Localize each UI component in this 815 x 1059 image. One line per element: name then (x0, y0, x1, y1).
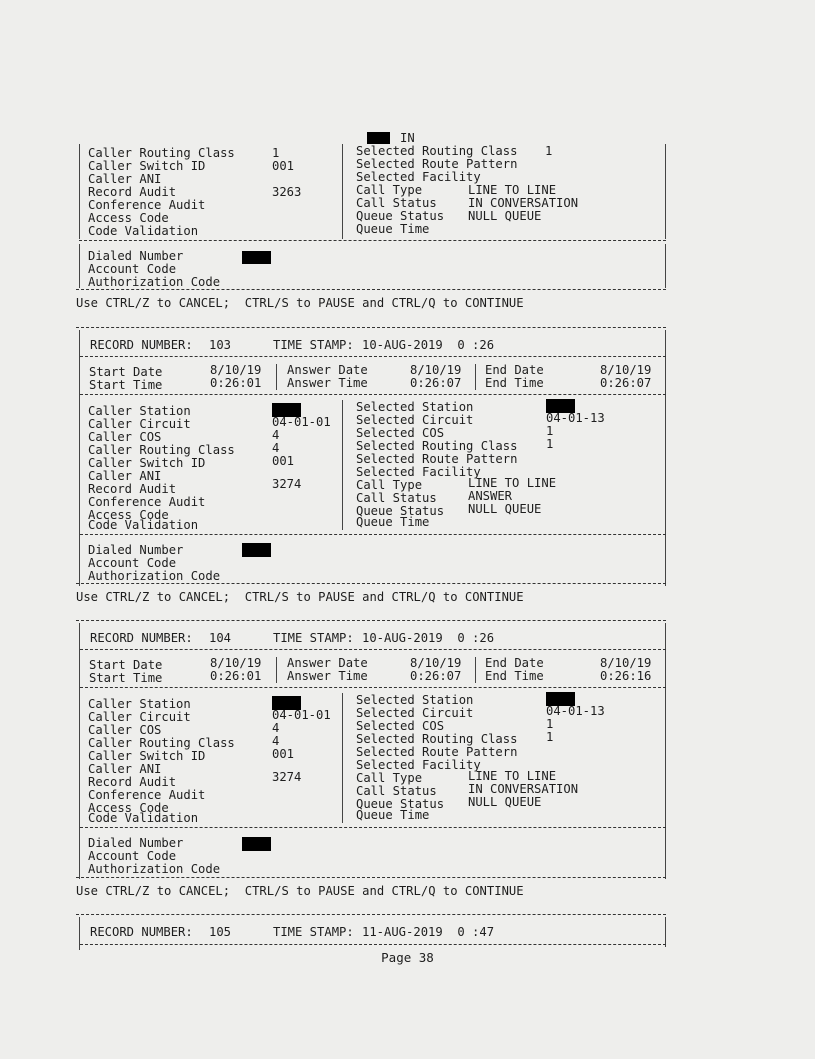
value-selected-routing-class: 1 (546, 730, 554, 744)
value-selected-cos: 1 (546, 717, 554, 731)
label-selected-circuit: Selected Circuit (356, 706, 474, 720)
label-dialed-number: Dialed Number (88, 249, 184, 263)
label-queue-time: Queue Time (356, 515, 430, 529)
divider (79, 917, 80, 950)
label-queue-status: Queue Status (356, 504, 445, 518)
label-answer-date: Answer Date (287, 363, 368, 377)
label-caller-circuit: Caller Circuit (88, 417, 191, 431)
redacted-block (242, 251, 271, 264)
divider (342, 693, 343, 823)
continue-notice: Use CTRL/Z to CANCEL; CTRL/S to PAUSE and CTRL/Q to CONTINUE (76, 590, 524, 604)
value-caller-routing-class: 4 (272, 441, 280, 455)
value-caller-switch-id: 001 (272, 747, 295, 761)
label-call-type: Call Type (356, 183, 423, 197)
label-call-status: Call Status (356, 491, 437, 505)
value-call-status: IN CONVERSATION (468, 782, 579, 796)
label-call-type: Call Type (356, 478, 423, 492)
divider (665, 623, 666, 879)
label-caller-ani: Caller ANI (88, 469, 162, 483)
label-record-number: RECORD NUMBER: (90, 338, 193, 352)
value-selected-routing-class: 1 (546, 437, 554, 451)
value-record-number: 105 (209, 925, 232, 939)
divider (276, 657, 277, 683)
label-caller-switch-id: Caller Switch ID (88, 159, 206, 173)
separator (76, 877, 666, 878)
label-end-date: End Date (485, 656, 544, 670)
value-time-stamp: 11-AUG-2019 0 :47 (362, 925, 495, 939)
label-authorization-code: Authorization Code (88, 862, 221, 876)
value-answer-time: 0:26:07 (410, 376, 462, 390)
label-answer-date: Answer Date (287, 656, 368, 670)
value-answer-date: 8/10/19 (410, 656, 462, 670)
value-call-type: LINE TO LINE (468, 183, 557, 197)
label-selected-facility: Selected Facility (356, 170, 481, 184)
value-answer-time: 0:26:07 (410, 669, 462, 683)
label-record-audit: Record Audit (88, 482, 177, 496)
separator (79, 240, 666, 241)
label-code-validation: Code Validation (88, 811, 199, 825)
value-queue-status: NULL QUEUE (468, 209, 542, 223)
label-code-validation: Code Validation (88, 224, 199, 238)
value-start-time: 0:26:01 (210, 376, 262, 390)
label-selected-circuit: Selected Circuit (356, 413, 474, 427)
divider (276, 364, 277, 390)
label-conference-audit: Conference Audit (88, 495, 206, 509)
label-caller-cos: Caller COS (88, 430, 162, 444)
value-caller-switch-id: 001 (272, 454, 295, 468)
divider (342, 400, 343, 530)
divider (79, 144, 80, 239)
label-time-stamp: TIME STAMP: (273, 631, 354, 645)
label-conference-audit: Conference Audit (88, 198, 206, 212)
label-caller-cos: Caller COS (88, 723, 162, 737)
label-selected-facility: Selected Facility (356, 465, 481, 479)
value-end-time: 0:26:07 (600, 376, 652, 390)
value-start-time: 0:26:01 (210, 669, 262, 683)
label-selected-route-pattern: Selected Route Pattern (356, 452, 518, 466)
label-caller-ani: Caller ANI (88, 762, 162, 776)
value-caller-routing-class: 4 (272, 734, 280, 748)
label-authorization-code: Authorization Code (88, 275, 221, 289)
value-record-number: 104 (209, 631, 232, 645)
label-caller-circuit: Caller Circuit (88, 710, 191, 724)
value-time-stamp: 10-AUG-2019 0 :26 (362, 631, 495, 645)
label-queue-status: Queue Status (356, 797, 445, 811)
label-selected-route-pattern: Selected Route Pattern (356, 157, 518, 171)
label-record-audit: Record Audit (88, 185, 177, 199)
label-caller-station: Caller Station (88, 697, 191, 711)
label-start-time: Start Time (89, 671, 163, 685)
label-dialed-number: Dialed Number (88, 543, 184, 557)
label-selected-routing-class: Selected Routing Class (356, 732, 518, 746)
value-caller-switch-id: 001 (272, 159, 295, 173)
label-start-time: Start Time (89, 378, 163, 392)
label-selected-routing-class: Selected Routing Class (356, 439, 518, 453)
separator (76, 620, 666, 621)
separator (80, 394, 666, 395)
label-selected-station: Selected Station (356, 693, 474, 707)
value-time-stamp: 10-AUG-2019 0 :26 (362, 338, 495, 352)
divider (79, 244, 80, 288)
label-answer-time: Answer Time (287, 669, 368, 683)
label-access-code: Access Code (88, 508, 169, 522)
label-dialed-number: Dialed Number (88, 836, 184, 850)
label-record-number: RECORD NUMBER: (90, 631, 193, 645)
label-time-stamp: TIME STAMP: (273, 338, 354, 352)
separator (80, 649, 666, 650)
label-authorization-code: Authorization Code (88, 569, 221, 583)
label-caller-switch-id: Caller Switch ID (88, 749, 206, 763)
label-record-number: RECORD NUMBER: (90, 925, 193, 939)
value-caller-circuit: 04-01-01 (272, 708, 331, 722)
label-start-date: Start Date (89, 658, 163, 672)
label-conference-audit: Conference Audit (88, 788, 206, 802)
value-caller-routing-class: 1 (272, 146, 280, 160)
value-record-audit: 3274 (272, 770, 302, 784)
label-call-status: Call Status (356, 784, 437, 798)
value-queue-status: NULL QUEUE (468, 502, 542, 516)
page-number: Page 38 (381, 950, 434, 965)
label-selected-cos: Selected COS (356, 719, 445, 733)
value-selected-circuit: 04-01-13 (546, 704, 605, 718)
separator (80, 827, 666, 828)
label-end-date: End Date (485, 363, 544, 377)
value-call-status: IN CONVERSATION (468, 196, 579, 210)
label-end-time: End Time (485, 669, 544, 683)
label-answer-time: Answer Time (287, 376, 368, 390)
label-account-code: Account Code (88, 556, 177, 570)
label-access-code: Access Code (88, 801, 169, 815)
value-selected-cos: 1 (546, 424, 554, 438)
divider (665, 917, 666, 947)
in-label: IN (400, 131, 415, 145)
value-answer-date: 8/10/19 (410, 363, 462, 377)
label-selected-station: Selected Station (356, 400, 474, 414)
label-call-type: Call Type (356, 771, 423, 785)
separator (80, 944, 666, 945)
value-end-date: 8/10/19 (600, 656, 652, 670)
value-caller-circuit: 04-01-01 (272, 415, 331, 429)
separator (76, 289, 666, 290)
label-code-validation: Code Validation (88, 518, 199, 532)
divider (665, 330, 666, 586)
label-selected-route-pattern: Selected Route Pattern (356, 745, 518, 759)
redacted-block (242, 543, 271, 557)
label-caller-routing-class: Caller Routing Class (88, 146, 235, 160)
label-start-date: Start Date (89, 365, 163, 379)
label-account-code: Account Code (88, 262, 177, 276)
separator (76, 583, 666, 584)
value-queue-status: NULL QUEUE (468, 795, 542, 809)
label-selected-facility: Selected Facility (356, 758, 481, 772)
label-record-audit: Record Audit (88, 775, 177, 789)
value-record-audit: 3263 (272, 185, 302, 199)
separator (80, 534, 666, 535)
divider (79, 330, 80, 586)
divider (342, 144, 343, 239)
label-caller-station: Caller Station (88, 404, 191, 418)
separator (80, 356, 666, 357)
label-selected-routing-class: Selected Routing Class (356, 144, 518, 158)
label-queue-time: Queue Time (356, 808, 430, 822)
label-caller-switch-id: Caller Switch ID (88, 456, 206, 470)
redacted-block (367, 132, 390, 144)
label-selected-cos: Selected COS (356, 426, 445, 440)
redacted-block (242, 837, 271, 851)
value-end-time: 0:26:16 (600, 669, 652, 683)
label-caller-routing-class: Caller Routing Class (88, 736, 235, 750)
divider (665, 244, 666, 288)
value-selected-circuit: 04-01-13 (546, 411, 605, 425)
value-record-number: 103 (209, 338, 232, 352)
value-start-date: 8/10/19 (210, 656, 262, 670)
label-account-code: Account Code (88, 849, 177, 863)
value-call-type: LINE TO LINE (468, 476, 557, 490)
value-start-date: 8/10/19 (210, 363, 262, 377)
value-call-type: LINE TO LINE (468, 769, 557, 783)
value-end-date: 8/10/19 (600, 363, 652, 377)
label-call-status: Call Status (356, 196, 437, 210)
value-record-audit: 3274 (272, 477, 302, 491)
label-queue-time: Queue Time (356, 222, 430, 236)
continue-notice: Use CTRL/Z to CANCEL; CTRL/S to PAUSE and CTRL/Q to CONTINUE (76, 296, 524, 310)
separator (76, 327, 666, 328)
label-caller-routing-class: Caller Routing Class (88, 443, 235, 457)
label-end-time: End Time (485, 376, 544, 390)
label-access-code: Access Code (88, 211, 169, 225)
label-queue-status: Queue Status (356, 209, 445, 223)
value-caller-cos: 4 (272, 428, 280, 442)
value-call-status: ANSWER (468, 489, 513, 503)
value-selected-routing-class: 1 (545, 144, 553, 158)
divider (665, 144, 666, 239)
separator (76, 914, 666, 915)
divider (475, 657, 476, 683)
separator (80, 687, 666, 688)
label-caller-ani: Caller ANI (88, 172, 162, 186)
divider (475, 364, 476, 390)
continue-notice: Use CTRL/Z to CANCEL; CTRL/S to PAUSE and CTRL/Q to CONTINUE (76, 884, 524, 898)
label-time-stamp: TIME STAMP: (273, 925, 354, 939)
divider (79, 623, 80, 879)
value-caller-cos: 4 (272, 721, 280, 735)
